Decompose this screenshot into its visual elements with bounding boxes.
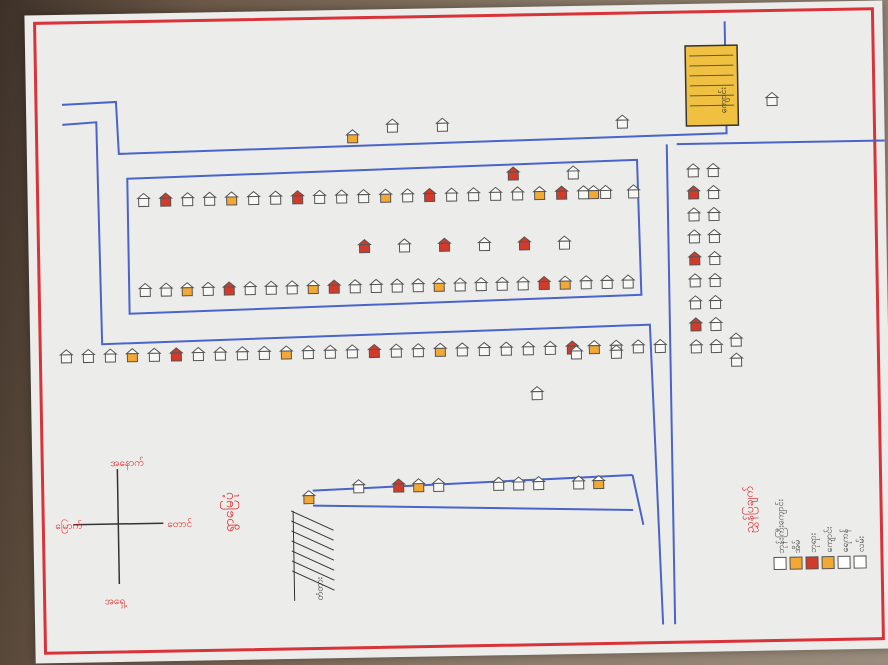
compass-west: မြောက် — [55, 520, 83, 533]
house-icon — [599, 185, 611, 198]
village-map-drawing — [24, 1, 888, 664]
house-icon — [511, 187, 523, 200]
house-icon — [489, 187, 501, 200]
house-icon — [707, 185, 719, 198]
house-icon — [214, 347, 226, 360]
house-icon — [766, 92, 778, 105]
house-icon — [401, 189, 413, 202]
road-network — [61, 19, 888, 635]
house-icon — [412, 279, 424, 292]
house-icon — [710, 317, 722, 330]
house-icon — [478, 237, 490, 250]
house-icon — [709, 251, 721, 264]
legend-item — [837, 528, 852, 569]
house-icon — [160, 193, 172, 206]
house-icon — [412, 344, 424, 357]
house-icon — [616, 115, 628, 128]
house-icon — [433, 278, 445, 291]
house-icon — [544, 341, 556, 354]
house-icon — [690, 340, 702, 353]
house-icon — [393, 479, 405, 492]
house-icon — [730, 333, 742, 346]
map-title — [220, 492, 240, 532]
compass-east: တောင် — [167, 518, 193, 531]
house-icon — [710, 339, 722, 352]
legend-item — [790, 539, 804, 569]
house-icon — [601, 275, 613, 288]
legend-item — [821, 526, 836, 569]
house-icon — [236, 347, 248, 360]
house-icon — [204, 192, 216, 205]
house-icon — [346, 130, 358, 143]
house-icon — [493, 477, 505, 490]
house-icon — [707, 163, 719, 176]
house-icon — [314, 190, 326, 203]
bridge-icon — [291, 510, 335, 601]
house-icon — [386, 119, 398, 132]
legend-title: ညွှန်ပြချက် — [741, 485, 757, 534]
house-icon — [138, 193, 150, 206]
legend-item-label: ရေကန် — [840, 528, 851, 553]
house-icon — [531, 387, 543, 400]
house-icon — [689, 296, 701, 309]
house-icon — [398, 239, 410, 252]
legend-item-label: ဘုန်းကြီးကျောင်း — [775, 499, 787, 554]
house-icon — [500, 342, 512, 355]
house-icon — [390, 344, 402, 357]
house-icon — [587, 186, 599, 199]
house-icon — [654, 339, 666, 352]
house-icon — [518, 237, 530, 250]
house-icon — [688, 230, 700, 243]
house-icon — [588, 341, 600, 354]
house-icon — [182, 193, 194, 206]
house-icon — [496, 277, 508, 290]
house-icon — [258, 346, 270, 359]
house-icon — [248, 191, 260, 204]
house-icon — [307, 280, 319, 293]
house-icon — [559, 276, 571, 289]
legend-item-label: ကျောင်း — [824, 526, 835, 553]
house-icon — [244, 282, 256, 295]
house-icon — [555, 186, 567, 199]
house-icon — [346, 345, 358, 358]
house-icon — [538, 276, 550, 289]
house-icon — [709, 295, 721, 308]
house-icon — [445, 188, 457, 201]
house-icon — [689, 252, 701, 265]
house-icon — [467, 188, 479, 201]
house-icon — [379, 189, 391, 202]
house-icon — [413, 479, 425, 492]
house-icon — [730, 353, 742, 366]
house-icon — [577, 186, 589, 199]
house-icon — [423, 188, 435, 201]
house-icon — [349, 280, 361, 293]
house-icon — [391, 279, 403, 292]
school-label: ကျောင်း — [718, 87, 730, 114]
house-icon — [438, 238, 450, 251]
legend-item-label: ဘုရား — [808, 532, 819, 553]
house-icon — [292, 191, 304, 204]
house-icon — [433, 478, 445, 491]
house-icon — [324, 345, 336, 358]
compass-south: အရှေ့ — [104, 595, 126, 608]
house-icon — [478, 342, 490, 355]
house-icon — [688, 208, 700, 221]
house-icon — [60, 350, 72, 363]
house-icon — [192, 347, 204, 360]
house-icon — [170, 348, 182, 361]
house-icon — [567, 166, 579, 179]
legend-item — [854, 535, 868, 568]
house-icon — [687, 164, 699, 177]
house-icon — [690, 318, 702, 331]
house-icon — [454, 278, 466, 291]
house-icon — [126, 349, 138, 362]
house-icon — [368, 344, 380, 357]
house-icon — [202, 282, 214, 295]
house-icon — [104, 349, 116, 362]
house-icon — [160, 283, 172, 296]
house-icon — [622, 275, 634, 288]
house-icon — [456, 343, 468, 356]
house-icon — [708, 207, 720, 220]
house-icon — [434, 343, 446, 356]
house-icon — [708, 229, 720, 242]
house-icon — [558, 236, 570, 249]
house-icon — [513, 477, 525, 490]
house-icon — [522, 342, 534, 355]
house-icon — [336, 190, 348, 203]
house-icon — [181, 283, 193, 296]
bridge-label: တံတား — [315, 576, 326, 601]
legend — [740, 484, 867, 570]
houses-layer — [56, 92, 785, 508]
house-icon — [358, 240, 370, 253]
house-icon — [687, 186, 699, 199]
house-icon — [139, 283, 151, 296]
legend-item — [806, 532, 821, 569]
house-icon — [82, 349, 94, 362]
house-icon — [353, 480, 365, 493]
house-icon — [280, 346, 292, 359]
compass-rose — [54, 455, 193, 610]
house-icon — [303, 491, 315, 504]
house-icon — [533, 186, 545, 199]
house-icon — [370, 279, 382, 292]
house-icon — [328, 280, 340, 293]
compass-north: အနောက် — [110, 457, 145, 470]
legend-item-label: အိမ် — [792, 539, 803, 554]
house-icon — [286, 281, 298, 294]
house-icon — [436, 118, 448, 131]
house-icon — [475, 278, 487, 291]
house-icon — [265, 281, 277, 294]
house-icon — [517, 277, 529, 290]
house-icon — [507, 167, 519, 180]
house-icon — [148, 348, 160, 361]
house-icon — [632, 340, 644, 353]
house-icon — [580, 276, 592, 289]
village-map-paper — [24, 1, 888, 664]
legend-item — [773, 498, 788, 569]
house-icon — [226, 192, 238, 205]
house-icon — [270, 191, 282, 204]
house-icon — [358, 190, 370, 203]
house-icon — [302, 346, 314, 359]
legend-item-label: လမ်း — [856, 536, 867, 553]
map-title-text: ရွာမြေပုံ — [220, 491, 238, 533]
house-icon — [709, 273, 721, 286]
house-icon — [689, 274, 701, 287]
house-icon — [223, 282, 235, 295]
